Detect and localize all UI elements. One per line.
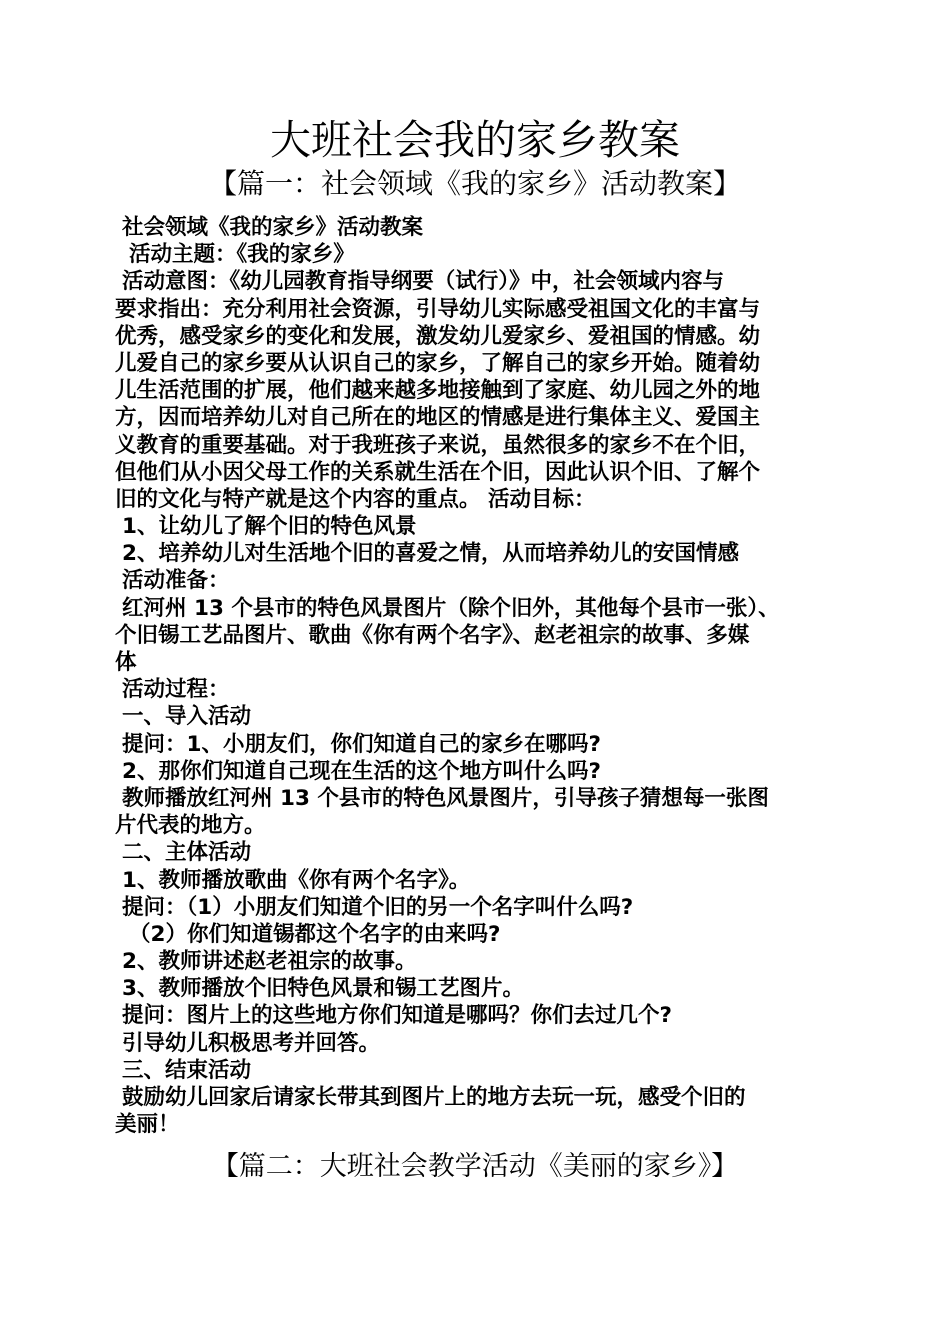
body-line: 提问：图片上的这些地方你们知道是哪吗？你们去过几个? [122, 1003, 672, 1029]
body-line: 但他们从小因父母工作的关系就生活在个旧，因此认识个旧、了解个 [115, 459, 761, 485]
body-line: 2、教师讲述赵老祖宗的故事。 [122, 949, 417, 975]
body-line: 提问：1、小朋友们，你们知道自己的家乡在哪吗? [122, 731, 601, 757]
section-one-heading: 【篇一：社会领域《我的家乡》活动教案】 [208, 167, 741, 200]
body-line: 一、导入活动 [122, 704, 252, 730]
body-line: 社会领域《我的家乡》活动教案 [122, 215, 424, 240]
body-line: 红河州 13 个县市的特色风景图片（除个旧外，其他每个县市一张）、 [122, 595, 780, 621]
body-line: 体 [115, 650, 137, 675]
section-two-heading: 【篇二：大班社会教学活动《美丽的家乡》】 [211, 1151, 739, 1182]
body-line: 要求指出：充分利用社会资源，引导幼儿实际感受祖国文化的丰富与 [115, 296, 761, 322]
body-line: 活动过程： [122, 677, 230, 703]
body-line: 美丽！ [115, 1112, 180, 1138]
body-line: 引导幼儿积极思考并回答。 [122, 1030, 381, 1056]
body-line: 3、教师播放个旧特色风景和锡工艺图片。 [122, 976, 524, 1002]
body-line: 儿生活范围的扩展，他们越来越多地接触到了家庭、幼儿园之外的地 [115, 378, 761, 404]
body-line: 教师播放红河州 13 个县市的特色风景图片，引导孩子猜想每一张图 [122, 785, 769, 811]
body-line: 二、主体活动 [122, 840, 252, 866]
body-line: 活动准备： [122, 568, 230, 594]
document-title: 大班社会我的家乡教案 [270, 116, 680, 164]
body-line: 优秀，感受家乡的变化和发展，激发幼儿爱家乡、爱祖国的情感。幼 [115, 323, 761, 349]
body-line: 活动主题：《我的家乡》 [129, 242, 355, 268]
body-line: 1、让幼儿了解个旧的特色风景 [122, 514, 417, 540]
body-line: 活动意图：《幼儿园教育指导纲要（试行）》中，社会领域内容与 [122, 269, 725, 295]
body-line: 2、培养幼儿对生活地个旧的喜爱之情，从而培养幼儿的安国情感 [122, 541, 739, 567]
body-line: 2、那你们知道自己现在生活的这个地方叫什么吗? [122, 758, 601, 784]
document-body [115, 214, 840, 1138]
body-line: 提问：（1）小朋友们知道个旧的另一个名字叫什么吗? [122, 894, 634, 920]
body-line: 1、教师播放歌曲《你有两个名字》。 [122, 867, 471, 893]
body-line: （2）你们知道锡都这个名字的由来吗? [129, 921, 501, 947]
body-line: 个旧锡工艺品图片、歌曲《你有两个名字》、赵老祖宗的故事、多媒 [115, 622, 750, 648]
body-line: 儿爱自己的家乡要从认识自己的家乡，了解自己的家乡开始。随着幼 [115, 350, 761, 376]
body-line: 旧的文化与特产就是这个内容的重点。 活动目标： [115, 486, 596, 512]
body-line: 三、结束活动 [122, 1057, 252, 1083]
body-line: 片代表的地方。 [115, 813, 266, 839]
body-line: 方，因而培养幼儿对自己所在的地区的情感是进行集体主义、爱国主 [115, 405, 761, 431]
body-line: 鼓励幼儿回家后请家长带其到图片上的地方去玩一玩，感受个旧的 [122, 1085, 746, 1110]
body-line: 义教育的重要基础。对于我班孩子来说，虽然很多的家乡不在个旧， [115, 432, 761, 458]
